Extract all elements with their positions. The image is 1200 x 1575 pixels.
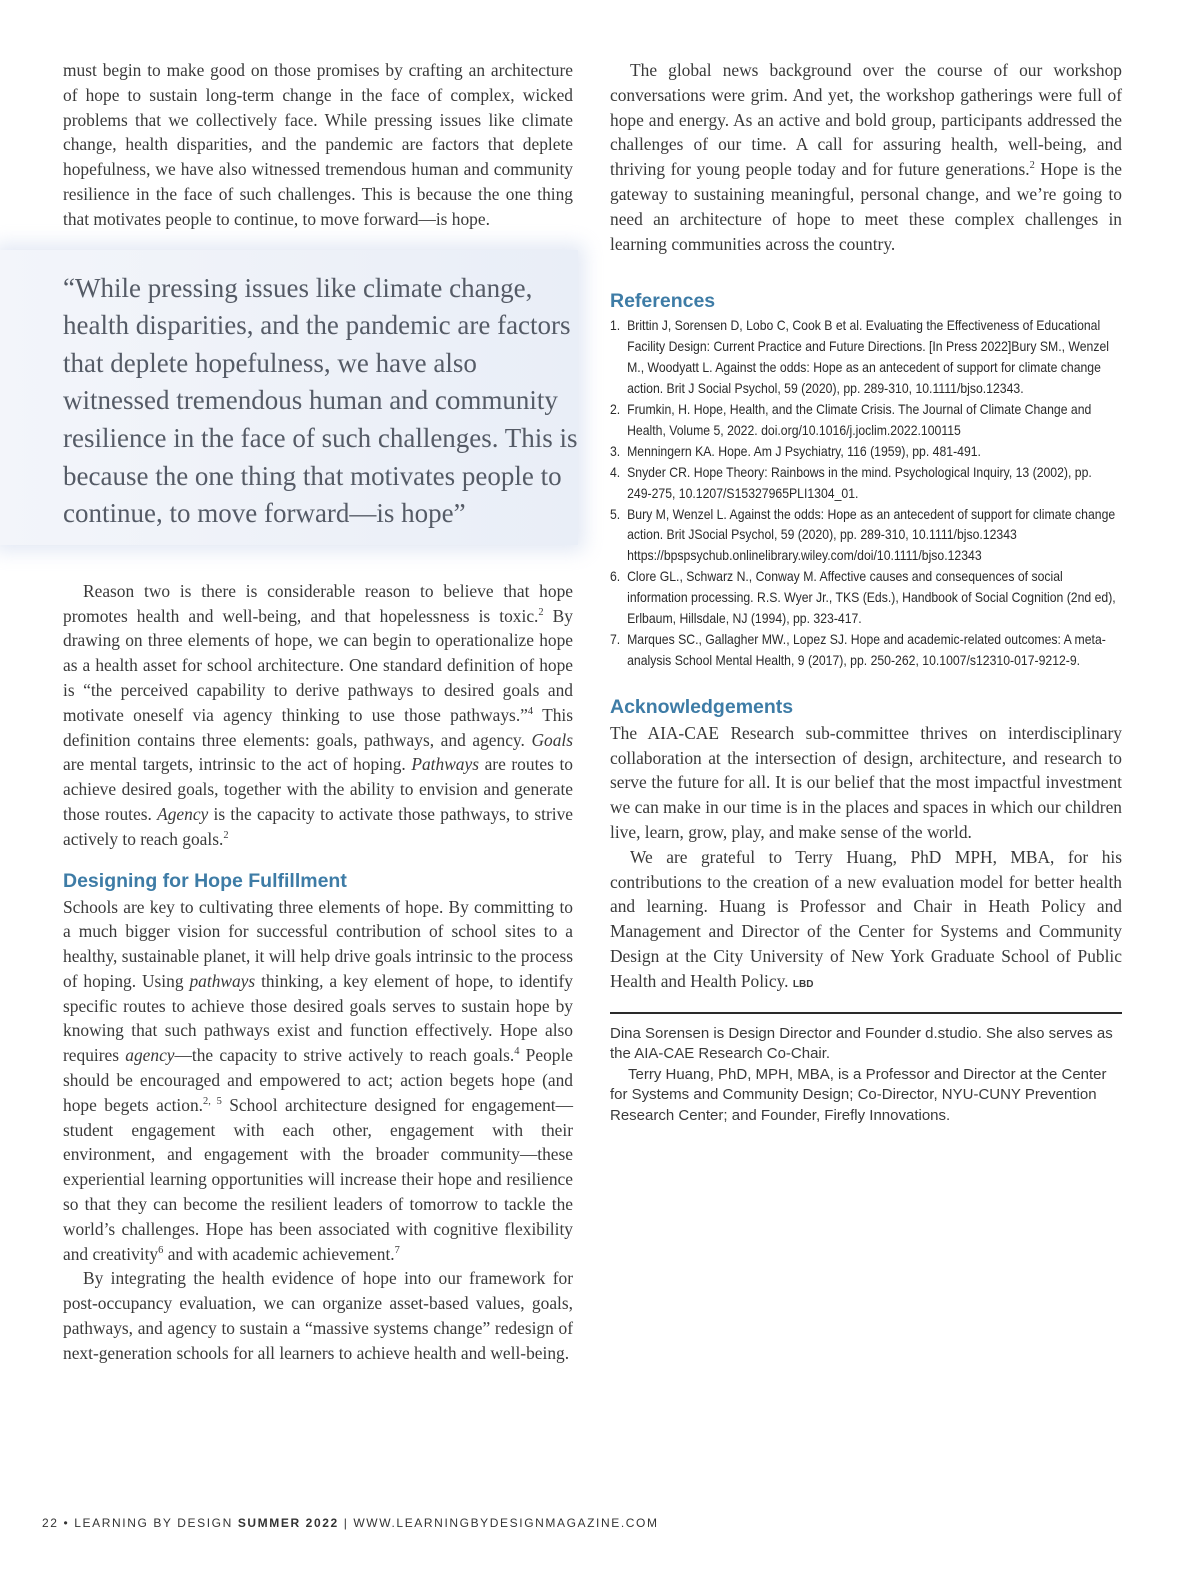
reference-text: Bury M, Wenzel L. Against the odds: Hope as an antecedent of support for climate change action. Brit JSocial Psychol, 59 (2020), pp. 289-310, 10.1111/bjso.12343 https://bpspsychub.onlinelibrary.wiley.com/doi/10.1111/bjso.12343	[627, 506, 1116, 564]
references-list	[610, 316, 1119, 671]
reference-number: 7.	[610, 631, 621, 647]
reference-number: 4.	[610, 464, 621, 480]
citation: 2	[223, 829, 229, 841]
bio-divider	[610, 1012, 1122, 1014]
section-heading-designing: Designing for Hope Fulfillment	[63, 869, 347, 892]
lbd-end-mark: LBD	[792, 978, 814, 990]
reference-item	[610, 567, 1119, 630]
reference-number: 3.	[610, 443, 621, 459]
right-column	[610, 58, 1122, 1126]
reference-number: 1.	[610, 318, 621, 334]
designing-paragraph: Schools are key to cultivating three elements of hope. By committing to a much bigger vision for successful contribution of school sites to a healthy, sustainable planet, it will help drive goals intrinsic to the process of hoping. Using pathways thinking, a key element of hope, to identify specific routes to achieve those desired goals serves to sustain hope by knowing that such pathways exist and function effectively. Hope also requires agency—the capacity to strive actively to reach goals.$^4$ People should be encouraged and empowered to act; action begets hope (and hope begets action.$^{2, 5}$ School architecture designed for engagement—student engagement with each other, engagement with their environment, and engagement with the broader community—these experiential learning opportunities will increase their hope and resilience so that they can become the resilient leaders of tomorrow to tackle the world’s challenges. Hope has been associated with cognitive flexibility and creativity$^6$ and with academic achievement.$^7$	[63, 896, 574, 1264]
left-column	[63, 58, 578, 1366]
term-agency: Agency	[157, 803, 209, 824]
reference-number: 6.	[610, 569, 621, 585]
magazine-name: LEARNING BY DESIGN	[74, 1516, 233, 1530]
section-heading-acknowledgements: Acknowledgements	[610, 695, 794, 718]
reference-text: Marques SC., Gallagher MW., Lopez SJ. Hope and academic-related outcomes: A meta-analysis School Mental Health, 9 (2017), pp. 250-262, 10.1007/s12310-017-9212-9.	[627, 631, 1106, 668]
footer-bullet: •	[63, 1516, 70, 1530]
reference-text: Brittin J, Sorensen D, Lobo C, Cook B et al. Evaluating the Effectiveness of Educational Facility Design: Current Practice and Future Directions. [In Press 2022]Bury SM., Wenzel M., Woodyatt L. Against the odds: Hope as an antecedent of support for climate change action. Brit J Social Psychol, 59 (2020), pp. 289-310, 10.1111/bjso.12343.	[627, 318, 1109, 397]
global-news-paragraph: The global news background over the course of our workshop conversations were grim. And yet, the workshop gatherings were full of hope and energy. As an active and bold group, participants addressed the challenges of our time. A call for assuring health, well-being, and thriving for young people today and for future generations.$^2$ Hope is the gateway to sustaining meaningful, personal change, and we’re going to need an architecture of hope to meet these complex challenges in learning communities across the country.	[610, 60, 1123, 254]
citation: 4	[527, 705, 534, 717]
reason-two-paragraph: Reason two is there is considerable reason to believe that hope promotes health and well-being, and that hopelessness is toxic.$^2$ By drawing on three elements of hope, we can begin to operationalize hope as a health asset for school architecture. One standard definition of hope is “the perceived capability to derive pathways to desired goals and motivate oneself via agency thinking to use those pathways.”$^4$ This definition contains three elements: goals, pathways, and agency. Goals are mental targets, intrinsic to the act of hoping. Pathways are routes to achieve desired goals, together with the ability to envision and generate those routes. Agency is the capacity to activate those pathways, to strive actively to reach goals.$^2$	[63, 580, 574, 849]
issue-label: SUMMER 2022	[237, 1516, 339, 1530]
reference-item	[610, 463, 1119, 505]
acknowledgements-paragraph-1: The AIA-CAE Research sub-committee thrives on interdisciplinary collaboration at the intersection of design, architecture, and research to serve the future for all. It is our belief that the most impactful investment we can make in our time is in the places and spaces in which our children live, learn, grow, play, and make sense of the world.	[610, 722, 1122, 842]
pull-quote-box	[0, 250, 578, 545]
magazine-url[interactable]: WWW.LEARNINGBYDESIGNMAGAZINE.COM	[353, 1516, 659, 1530]
reference-item	[610, 630, 1119, 672]
reference-item	[610, 442, 1119, 463]
acknowledgements-paragraph-2: We are grateful to Terry Huang, PhD MPH, MBA, for his contributions to the creation of a new evaluation model for better health and learning. Huang is Professor and Chair in Heath Policy and Management and Director of the Center for Systems and Community Design at the City University of New York Graduate School of Public Health and Health Policy. LBD	[610, 846, 1122, 991]
page-footer	[42, 1516, 659, 1530]
reference-text: Snyder CR. Hope Theory: Rainbows in the mind. Psychological Inquiry, 13 (2002), pp. 249-275, 10.1207/S15327965PLI1304_01.	[627, 464, 1092, 501]
integrating-paragraph: By integrating the health evidence of hope into our framework for post-occupancy evaluation, we can organize asset-based values, goals, pathways, and agency to sustain a “massive systems change” redesign of next-generation schools for all learners to achieve health and well-being.	[63, 1268, 573, 1363]
reference-number: 2.	[610, 402, 621, 417]
reference-text: Clore GL., Schwarz N., Conway M. Affective causes and consequences of social information processing. R.S. Wyer Jr., TKS (Eds.), Handbook of Social Cognition (2nd ed), Erlbaum, Hillsdale, NJ (1994), pp. 323-417.	[627, 569, 1116, 627]
term-goals: Goals	[531, 729, 573, 750]
reference-item	[610, 505, 1119, 568]
reference-text: Menningern KA. Hope. Am J Psychiatry, 116 (1959), pp. 481-491.	[627, 443, 981, 459]
reference-item	[610, 400, 1119, 442]
page-number: 22	[42, 1516, 59, 1530]
author-bio-huang: Terry Huang, PhD, MPH, MBA, is a Professor and Director at the Center for Systems and Community Design; Co-Director, NYU-CUNY Prevention Research Center; and Founder, Firefly Innovations.	[610, 1065, 1107, 1124]
term-pathways: Pathways	[411, 754, 479, 775]
pull-quote: “While pressing issues like climate change, health disparities, and the pandemic are factors that deplete hopefulness, we have also witnessed tremendous human and community resilience in the face of such challenges. This is because the one thing that motivates people to continue, to move forward—is hope”	[63, 272, 578, 529]
reference-item	[610, 316, 1119, 400]
intro-paragraph: must begin to make good on those promises by crafting an architecture of hope to sustain long-term change in the face of complex, wicked problems that we collectively face. While pressing issues like climate change, health disparities, and the pandemic are factors that deplete hopefulness, we have also witnessed tremendous human and community resilience in the face of such challenges. This is because the one thing that motivates people to continue, to move forward—is hope.	[63, 60, 573, 229]
author-bio-sorensen: Dina Sorensen is Design Director and Founder d.studio. She also serves as the AIA-CAE Research Co-Chair.	[610, 1024, 1113, 1063]
citation: 2	[538, 606, 544, 618]
footer-separator: |	[343, 1516, 349, 1530]
reference-number: 5.	[610, 506, 621, 522]
section-heading-references: References	[610, 290, 716, 313]
reference-text: Frumkin, H. Hope, Health, and the Climate Crisis. The Journal of Climate Change and Health, Volume 5, 2022. doi.org/10.1016/j.joclim.2022.100115	[627, 402, 1092, 438]
